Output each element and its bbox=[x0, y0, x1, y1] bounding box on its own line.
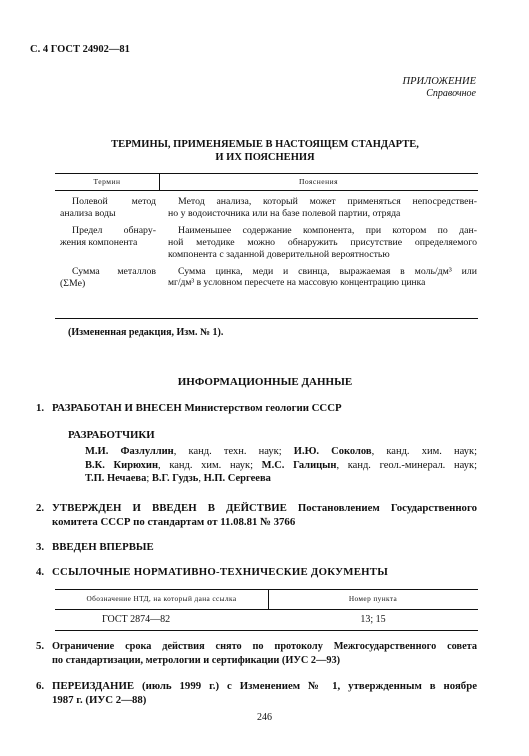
section-5 bbox=[36, 640, 496, 668]
section-heading: УТВЕРЖДЕН И ВВЕДЕН В ДЕЙСТВИЕ bbox=[52, 502, 287, 514]
developer-name: В.Г. Гудзь bbox=[151, 473, 199, 484]
developer-name: М.И. Фазлуллин bbox=[85, 446, 174, 457]
section-line bbox=[52, 680, 477, 694]
explanation-line: Сумма цинка, меди и свинца, выражаемая в моль/дм³ или bbox=[178, 266, 477, 277]
developer-name: И.Ю. Соколов bbox=[293, 446, 372, 457]
developer-degree: , канд. хим. наук; bbox=[371, 446, 477, 457]
section-body: Министерством геологии СССР bbox=[184, 402, 342, 414]
developer-degree: , канд. хим. наук; bbox=[158, 459, 262, 471]
explanation-line: мг/дм³ в условном пересчете на массовую концентрацию цинка bbox=[168, 277, 426, 288]
col-header-term: Термин bbox=[93, 177, 121, 186]
section-text bbox=[52, 402, 477, 416]
section-2 bbox=[36, 502, 496, 530]
info-title: ИНФОРМАЦИОННЫЕ ДАННЫЕ bbox=[177, 376, 353, 388]
developer-degree: , канд. геол.-минерал. наук; bbox=[336, 459, 477, 471]
term-cell-line: Сумма металлов bbox=[72, 266, 156, 277]
developers-heading: РАЗРАБОТЧИКИ bbox=[68, 429, 155, 441]
section-heading: ПЕРЕИЗДАНИЕ bbox=[52, 680, 135, 692]
section-number: 4. bbox=[36, 566, 45, 578]
terms-title-line-2: И ИХ ПОЯСНЕНИЯ bbox=[215, 152, 315, 163]
page-number: 246 bbox=[257, 712, 272, 723]
developers-list bbox=[85, 445, 477, 486]
term-cell-line: анализа воды bbox=[60, 207, 116, 219]
developers-line bbox=[85, 445, 477, 459]
term-cell-line: жения компонента bbox=[60, 236, 138, 248]
section-text: ССЫЛОЧНЫЕ НОРМАТИВНО-ТЕХНИЧЕСКИЕ ДОКУМЕНТЫ bbox=[52, 566, 389, 578]
ref-doc-cell: ГОСТ 2874—82 bbox=[102, 614, 171, 625]
section-number: 6. bbox=[36, 680, 45, 692]
appendix-label bbox=[403, 76, 477, 100]
section-line: комитета СССР по стандартам от 11.08.81 № 3766 bbox=[52, 515, 296, 528]
section-number: 1. bbox=[36, 402, 45, 414]
developer-name: Н.П. Сергеева bbox=[203, 473, 271, 484]
section-text: ВВЕДЕН ВПЕРВЫЕ bbox=[52, 541, 154, 553]
table-header-rule bbox=[55, 190, 478, 191]
explanation-cell bbox=[168, 196, 477, 220]
developers-line bbox=[85, 472, 477, 486]
section-body: (июль 1999 г.) с Изменением № 1, утвержденным в ноябре bbox=[134, 680, 477, 692]
developer-separator: , bbox=[198, 473, 204, 484]
section-line bbox=[52, 502, 477, 516]
table-row bbox=[60, 266, 156, 290]
table-row bbox=[60, 225, 156, 249]
explanation-line: Метод анализа, который может применяться непосредствен- bbox=[178, 196, 477, 207]
term-cell-line: Предел обнару- bbox=[72, 225, 156, 236]
ref-col-header-item: Номер пункта bbox=[348, 594, 398, 603]
appendix-title: ПРИЛОЖЕНИЕ bbox=[402, 76, 476, 87]
section-text bbox=[52, 680, 477, 707]
table-top-rule bbox=[55, 173, 478, 174]
term-cell-line: (ΣMe) bbox=[60, 277, 86, 289]
explanation-cell bbox=[168, 225, 477, 260]
ref-col-header-doc: Обозначение НТД, на который дана ссылка bbox=[86, 594, 237, 603]
section-1 bbox=[36, 402, 496, 416]
section-3 bbox=[36, 541, 496, 555]
table-bottom-rule bbox=[55, 318, 478, 319]
explanation-line: но у водоисточника или на базе полевой партии, отряда bbox=[168, 207, 401, 219]
amendment-note: (Измененная редакция, Изм. № 1). bbox=[68, 327, 224, 338]
appendix-subtitle: Справочное bbox=[426, 88, 476, 99]
terms-title-line-1: ТЕРМИНЫ, ПРИМЕНЯЕМЫЕ В НАСТОЯЩЕМ СТАНДАРТЕ, bbox=[111, 139, 419, 150]
explanation-line: ной методике можно обнаружить присутствие определяемого bbox=[168, 236, 477, 248]
section-number: 3. bbox=[36, 541, 45, 553]
developer-degree: , канд. техн. наук; bbox=[173, 446, 294, 457]
ref-table-header-rule bbox=[55, 609, 478, 610]
page-header: С. 4 ГОСТ 24902—81 bbox=[30, 44, 130, 55]
section-heading: РАЗРАБОТАН И ВНЕСЕН bbox=[52, 402, 182, 414]
terms-title bbox=[60, 138, 470, 164]
ref-table-bottom-rule bbox=[55, 630, 478, 631]
section-line: по стандартизации, метрологии и сертификации (ИУС 2—93) bbox=[52, 654, 341, 666]
developer-name: В.К. Кирюхин bbox=[85, 459, 159, 471]
section-line: Ограничение срока действия снято по протоколу Межгосударственного совета bbox=[52, 641, 477, 652]
section-number: 5. bbox=[36, 640, 45, 652]
section-text bbox=[52, 640, 477, 667]
term-cell-line: Полевой метод bbox=[72, 196, 156, 207]
developer-name: М.С. Галицын bbox=[261, 459, 337, 471]
section-6 bbox=[36, 680, 496, 708]
developers-line bbox=[85, 459, 477, 473]
section-number: 2. bbox=[36, 502, 45, 514]
developer-separator: ; bbox=[146, 473, 152, 484]
section-body: Постановлением Государственного bbox=[297, 502, 477, 514]
ref-item-cell: 13; 15 bbox=[360, 614, 386, 625]
developer-name: Т.П. Нечаева bbox=[85, 473, 147, 484]
section-4 bbox=[36, 566, 496, 580]
col-header-explanation: Пояснения bbox=[298, 177, 339, 186]
ref-table-top-rule bbox=[55, 589, 478, 590]
section-text bbox=[52, 502, 477, 529]
explanation-line: Наименьшее содержание компонента, при котором по дан- bbox=[178, 225, 477, 236]
section-line: 1987 г. (ИУС 2—88) bbox=[52, 693, 147, 706]
explanation-cell bbox=[168, 266, 477, 290]
table-row bbox=[60, 196, 156, 220]
explanation-line: компонента с заданной доверительной вероятностью bbox=[168, 248, 390, 260]
